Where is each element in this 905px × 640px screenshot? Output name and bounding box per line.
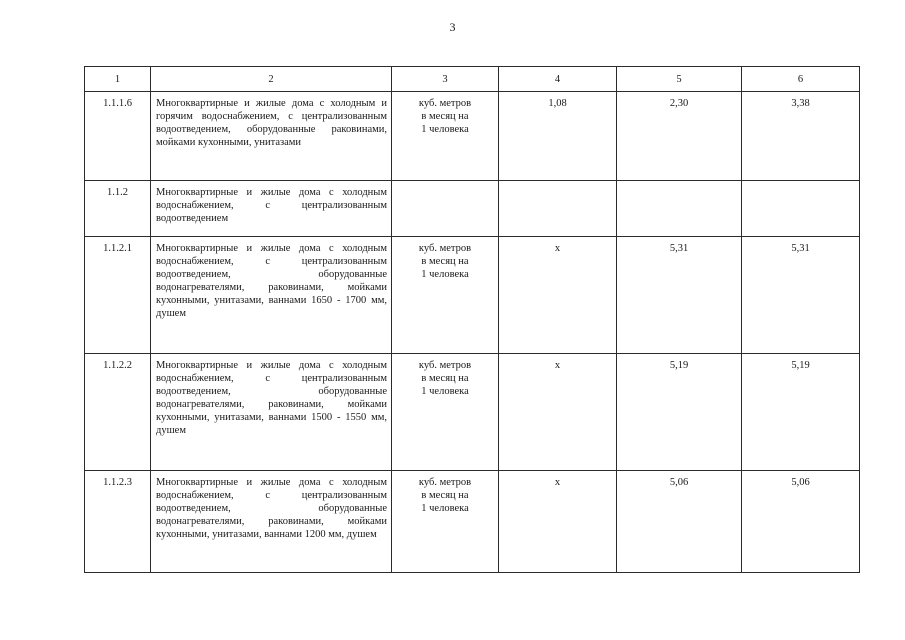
page-number: 3	[449, 20, 456, 34]
table-row	[85, 471, 860, 573]
row-value-col4	[499, 181, 617, 237]
row-description: Многоквартирные и жилые дома с холодным водоснабжением, с централизованным водоотведением, оборудованные водонагревателями, раковинами, мойками кухонными, унитазами, ваннами 1650 - 1700 мм, душем	[151, 237, 392, 354]
table-header-row	[85, 67, 860, 92]
unit-line: в месяц на	[421, 490, 469, 501]
unit-line: куб. метров	[418, 477, 472, 488]
unit-line: 1 человека	[421, 124, 469, 135]
unit-line: куб. метров	[418, 243, 472, 254]
row-unit	[392, 181, 499, 237]
column-header: 1	[85, 67, 151, 92]
unit-line: в месяц на	[421, 373, 469, 384]
row-value-col5: 5,31	[617, 237, 742, 354]
row-value-col5: 5,06	[617, 471, 742, 573]
unit-line: 1 человека	[421, 503, 469, 514]
row-unit	[392, 92, 499, 181]
row-description: Многоквартирные и жилые дома с холодным водоснабжением, с централизованным водоотведением	[151, 181, 392, 237]
row-value-col6: 5,06	[742, 471, 860, 573]
table-row	[85, 181, 860, 237]
unit-line: в месяц на	[421, 256, 469, 267]
row-value-col4: х	[499, 471, 617, 573]
row-description: Многоквартирные и жилые дома с холодным водоснабжением, с централизованным водоотведением, оборудованные водонагревателями, раковинами, мойками кухонными, унитазами, ваннами 1500 - 1550 мм, душем	[151, 354, 392, 471]
unit-line: куб. метров	[418, 98, 472, 109]
row-value-col4: х	[499, 237, 617, 354]
row-unit	[392, 237, 499, 354]
row-description: Многоквартирные и жилые дома с холодным водоснабжением, с централизованным водоотведением, оборудованные водонагревателями, раковинами, мойками кухонными, унитазами, ваннами 1200 мм, душем	[151, 471, 392, 573]
table-row	[85, 92, 860, 181]
column-header: 3	[392, 67, 499, 92]
row-value-col4: х	[499, 354, 617, 471]
row-code: 1.1.2	[85, 181, 151, 237]
consumption-norms-table	[84, 66, 860, 573]
column-header: 2	[151, 67, 392, 92]
unit-line: 1 человека	[421, 269, 469, 280]
column-header: 5	[617, 67, 742, 92]
row-value-col5: 5,19	[617, 354, 742, 471]
row-description: Многоквартирные и жилые дома с холодным и горячим водоснабжением, с централизованным водоотведением, оборудованные раковинами, мойками кухонными, унитазами	[151, 92, 392, 181]
unit-line: в месяц на	[421, 111, 469, 122]
row-value-col6: 5,31	[742, 237, 860, 354]
row-unit	[392, 471, 499, 573]
table-row	[85, 354, 860, 471]
row-code: 1.1.2.1	[85, 237, 151, 354]
row-unit	[392, 354, 499, 471]
row-value-col5: 2,30	[617, 92, 742, 181]
row-code: 1.1.2.3	[85, 471, 151, 573]
row-value-col6: 5,19	[742, 354, 860, 471]
unit-line: 1 человека	[421, 386, 469, 397]
row-value-col5	[617, 181, 742, 237]
unit-line: куб. метров	[418, 360, 472, 371]
column-header: 6	[742, 67, 860, 92]
row-value-col6: 3,38	[742, 92, 860, 181]
row-value-col6	[742, 181, 860, 237]
column-header: 4	[499, 67, 617, 92]
row-value-col4: 1,08	[499, 92, 617, 181]
row-code: 1.1.1.6	[85, 92, 151, 181]
row-code: 1.1.2.2	[85, 354, 151, 471]
table-row	[85, 237, 860, 354]
